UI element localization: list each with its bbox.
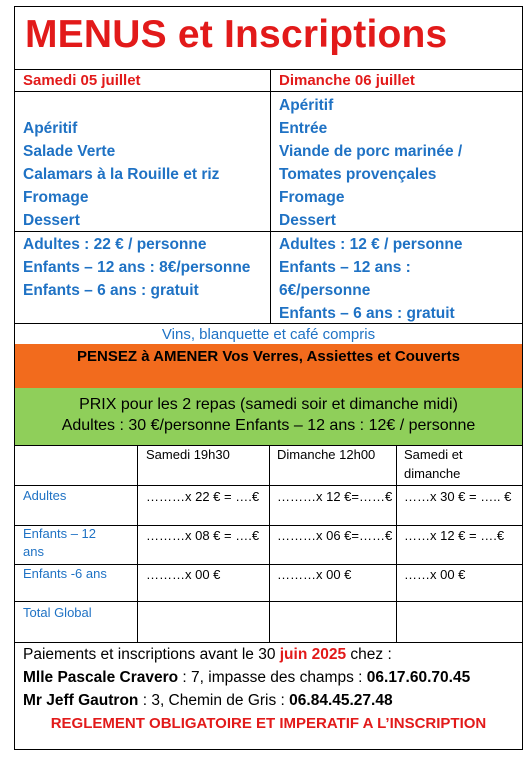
menu-item: Viande de porc marinée / [279, 143, 463, 160]
divider [270, 69, 271, 323]
deadline-suffix: chez : [346, 646, 392, 663]
price-line: Adultes : 22 € / personne [23, 236, 207, 253]
payment-notice: REGLEMENT OBLIGATOIRE ET IMPERATIF A L’INSCRIPTION [50, 715, 487, 732]
row-label-line: ans [23, 544, 44, 559]
page-title: MENUS et Inscriptions [25, 13, 448, 56]
row-label-line: Enfants – 12 [23, 526, 96, 541]
bundle-price-banner [15, 388, 522, 445]
sunday-menu [279, 94, 462, 232]
divider [137, 445, 138, 642]
table-header: Dimanche 12h00 [277, 447, 376, 462]
price-line: Enfants – 12 ans : [279, 259, 411, 276]
sunday-prices [279, 233, 462, 325]
menu-item: Fromage [23, 189, 89, 206]
row-label: Enfants -6 ans [23, 566, 107, 581]
saturday-header: Samedi 05 juillet [23, 72, 141, 89]
menu-item: Calamars à la Rouille et riz [23, 166, 220, 183]
included-note [15, 326, 522, 344]
saturday-menu [23, 117, 219, 232]
contact-name: Mlle Pascale Cravero [23, 669, 179, 686]
divider [15, 642, 522, 643]
contact-phone: 06.17.60.70.45 [366, 669, 471, 686]
menu-item: Fromage [279, 189, 345, 206]
row-label: Adultes [23, 488, 67, 503]
table-header: Samedi et [404, 447, 463, 462]
row-label: Total Global [23, 605, 92, 620]
divider [15, 91, 522, 92]
included-text: Vins, blanquette et café compris [161, 326, 376, 343]
table-cell: ………x 22 € = ….€ [146, 489, 260, 504]
menu-sheet [14, 6, 523, 750]
bring-banner [15, 344, 522, 388]
table-cell: ………x 12 €=……€ [277, 489, 393, 504]
menu-item: Apéritif [23, 120, 78, 137]
divider [15, 69, 522, 70]
contact-line [23, 692, 393, 710]
saturday-prices [23, 233, 250, 302]
table-header: dimanche [404, 466, 461, 481]
table-header: Samedi 19h30 [146, 447, 230, 462]
contact-phone: 06.84.45.27.48 [289, 692, 393, 709]
table-cell: ………x 06 €=……€ [277, 528, 393, 543]
divider [269, 445, 270, 642]
menu-item: Salade Verte [23, 143, 116, 160]
menu-item: Dessert [23, 212, 80, 229]
bring-text: PENSEZ à AMENER Vos Verres, Assiettes et Couverts [77, 348, 460, 365]
contact-address: : 3, Chemin de Gris : [138, 692, 290, 709]
contact-line [23, 669, 470, 687]
divider [396, 445, 397, 642]
table-cell: ……x 00 € [404, 567, 466, 582]
row-label [23, 525, 96, 561]
menu-item: Apéritif [279, 97, 334, 114]
deadline-date: juin 2025 [279, 646, 347, 663]
table-cell: ……x 12 € = ….€ [404, 528, 505, 543]
price-line: Enfants – 6 ans : gratuit [279, 305, 455, 322]
deadline-line [23, 646, 392, 664]
table-cell: ………x 00 € [146, 567, 221, 582]
menu-item: Entrée [279, 120, 328, 137]
bundle-line-2: Adultes : 30 €/personne Enfants – 12 ans : 12€ / personne [61, 417, 476, 434]
menu-item: Dessert [279, 212, 336, 229]
table-cell: ……x 30 € = ….. € [404, 489, 512, 504]
price-line: 6€/personne [279, 282, 371, 299]
menu-item: Tomates provençales [279, 166, 437, 183]
sunday-header: Dimanche 06 juillet [279, 72, 415, 89]
price-line: Enfants – 6 ans : gratuit [23, 282, 199, 299]
contact-name: Mr Jeff Gautron [23, 692, 139, 709]
price-line: Adultes : 12 € / personne [279, 236, 463, 253]
price-line: Enfants – 12 ans : 8€/personne [23, 259, 251, 276]
contact-address: : 7, impasse des champs : [178, 669, 367, 686]
bundle-line-1: PRIX pour les 2 repas (samedi soir et dimanche midi) [79, 396, 458, 413]
table-cell: ………x 00 € [277, 567, 352, 582]
table-cell: ………x 08 € = ….€ [146, 528, 260, 543]
deadline-prefix: Paiements et inscriptions avant le 30 [23, 646, 280, 663]
